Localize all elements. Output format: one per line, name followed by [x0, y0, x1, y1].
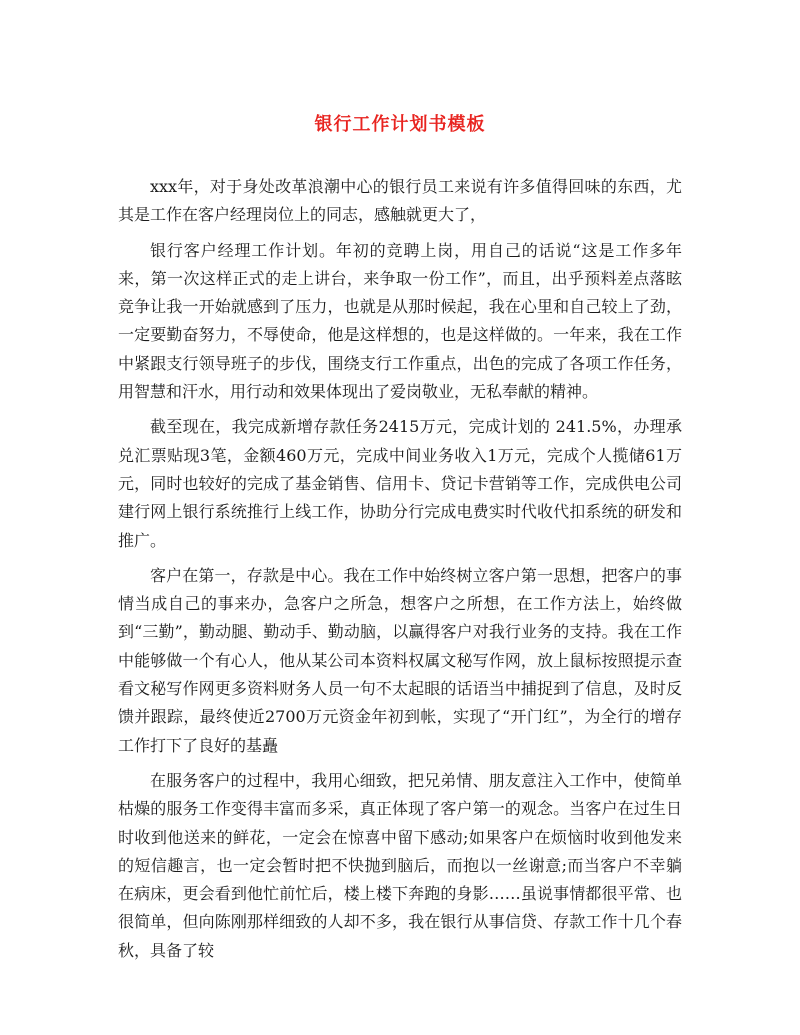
- paragraph-2: 银行客户经理工作计划。年初的竞聘上岗，用自己的话说“这是工作多年来，第一次这样正式的走上讲台，来争取一份工作”，而且，出乎预料差点落眩竞争让我一开始就感到了压力，也就是从那时候起，我在心里和自己较上了劲，一定要勤奋努力，不辱使命，他是这样想的，也是这样做的。一年来，我在工作中紧跟支行领导班子的步伐，围绕支行工作重点，出色的完成了各项工作任务，用智慧和汗水，用行动和效果体现出了爱岗敬业，无私奉献的精神。: [118, 240, 682, 402]
- paragraph-4: 客户在第一，存款是中心。我在工作中始终树立客户第一思想，把客户的事情当成自己的事来办，急客户之所急，想客户之所想，在工作方法上，始终做到“三勤”，勤动腿、勤动手、勤动脑，以赢得客户对我行业务的支持。我在工作中能够做一个有心人，他从某公司本资料权属文秘写作网，放上鼠标按照提示查看文秘写作网更多资料财务人员一句不太起眼的话语当中捕捉到了信息，及时反馈并跟踪，最终使近2700万元资金年初到帐，实现了“开门红”，为全行的增存工作打下了良好的基矗: [118, 565, 682, 755]
- document-title: 银行工作计划书模板: [314, 114, 486, 135]
- document-body: [118, 173, 682, 972]
- paragraph-3: 截至现在，我完成新增存款任务2415万元，完成计划的 241.5%，办理承兑汇票贴现3笔，金额460万元，完成中间业务收入1万元，完成个人揽储61万元，同时也较好的完成了基金销售、信用卡、贷记卡营销等工作，完成供电公司建行网上银行系统推行上线工作，协助分行完成电费实时代收代扣系统的研发和推广。: [118, 417, 682, 550]
- paragraph-1: xxx年，对于身处改革浪潮中心的银行员工来说有许多值得回味的东西，尤其是工作在客户经理岗位上的同志，感触就更大了，: [118, 177, 682, 225]
- paragraph-5: 在服务客户的过程中，我用心细致，把兄弟情、朋友意注入工作中，使简单枯燥的服务工作变得丰富而多采，真正体现了客户第一的观念。当客户在过生日时收到他送来的鲜花，一定会在惊喜中留下感动;如果客户在烦恼时收到他发来的短信趣言，也一定会暂时把不快抛到脑后，而抱以一丝谢意;而当客户不幸躺在病床，更会看到他忙前忙后，楼上楼下奔跑的身影……虽说事情都很平常、也很简单，但向陈刚那样细致的人却不多，我在银行从事信贷、存款工作十几个春秋，具备了较: [118, 770, 682, 960]
